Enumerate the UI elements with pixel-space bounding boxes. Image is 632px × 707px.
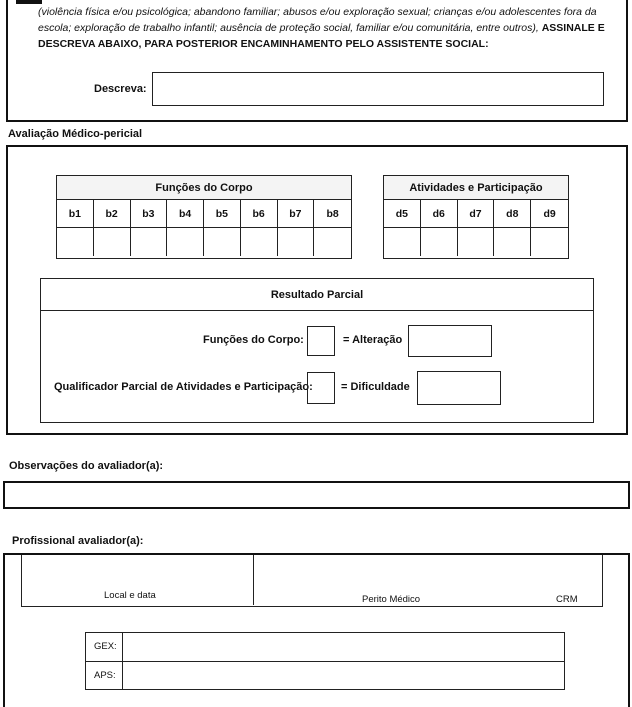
input-b3[interactable] (131, 228, 168, 256)
gex-aps-divider-horizontal (86, 661, 564, 662)
column-b4: b4 (167, 200, 204, 228)
describe-label: Descreva: (94, 83, 147, 95)
gex-field[interactable] (124, 634, 562, 660)
input-b6[interactable] (241, 228, 278, 256)
difficulty-field[interactable] (417, 371, 501, 405)
column-d7: d7 (458, 200, 495, 228)
column-d9: d9 (531, 200, 568, 228)
column-b6: b6 (241, 200, 278, 228)
input-d6[interactable] (421, 228, 458, 256)
input-d7[interactable] (458, 228, 495, 256)
input-b4[interactable] (167, 228, 204, 256)
column-d8: d8 (494, 200, 531, 228)
input-d9[interactable] (531, 228, 568, 256)
column-b3: b3 (131, 200, 168, 228)
local-date-label: Local e data (104, 590, 156, 601)
column-b8: b8 (314, 200, 351, 228)
top-section (6, 0, 628, 122)
intro-text (38, 4, 608, 52)
body-functions-header-row (57, 200, 351, 228)
observations-field[interactable] (3, 481, 630, 509)
intro-italic: (violência física e/ou psicológica; abandono familiar; abusos e/ou exploração sexual; crianças e/ou adolescentes fora da escola; exploração de trabalho infantil; ausência de proteção social, familiar e/ou comunitária, entre outros), (38, 6, 597, 34)
partial-result-title: Resultado Parcial (41, 279, 593, 311)
aps-field[interactable] (124, 663, 562, 688)
column-b1: b1 (57, 200, 94, 228)
professional-label: Profissional avaliador(a): (12, 535, 144, 547)
difficulty-label: = Dificuldade (341, 381, 410, 393)
aps-label: APS: (94, 670, 116, 681)
body-functions-input-row (57, 228, 351, 256)
input-b5[interactable] (204, 228, 241, 256)
body-functions-title: Funções do Corpo (57, 176, 351, 200)
input-d8[interactable] (494, 228, 531, 256)
alteration-label: = Alteração (343, 334, 403, 346)
observations-label: Observações do avaliador(a): (9, 460, 164, 472)
column-b7: b7 (278, 200, 315, 228)
activities-header-row (384, 200, 568, 228)
column-d5: d5 (384, 200, 421, 228)
input-b1[interactable] (57, 228, 94, 256)
activities-qualifier-box[interactable] (307, 372, 335, 404)
input-d5[interactable] (384, 228, 421, 256)
input-b2[interactable] (94, 228, 131, 256)
describe-field[interactable] (152, 72, 604, 106)
input-b7[interactable] (278, 228, 315, 256)
input-b8[interactable] (314, 228, 351, 256)
activities-table (383, 175, 569, 259)
medical-section-title: Avaliação Médico-pericial (8, 128, 143, 140)
gex-aps-box (85, 632, 565, 690)
expert-label: Perito Médico (362, 594, 421, 605)
activities-input-row (384, 228, 568, 256)
body-functions-table (56, 175, 352, 259)
functions-qualifier-box[interactable] (307, 326, 335, 356)
crm-label: CRM (556, 594, 578, 605)
activities-title: Atividades e Participação (384, 176, 568, 200)
column-b2: b2 (94, 200, 131, 228)
signature-divider (253, 555, 254, 605)
alteration-field[interactable] (408, 325, 492, 357)
qualifier-label: Qualificador Parcial de Atividades e Participação: (54, 381, 313, 393)
functions-label: Funções do Corpo: (203, 334, 304, 346)
column-b5: b5 (204, 200, 241, 228)
column-d6: d6 (421, 200, 458, 228)
intro-bold: ASSINALE E DESCREVA ABAIXO, PARA POSTERIOR ENCAMINHAMENTO PELO ASSISTENTE SOCIAL: (38, 22, 605, 50)
gex-label: GEX: (94, 641, 117, 652)
signature-row (21, 555, 603, 607)
